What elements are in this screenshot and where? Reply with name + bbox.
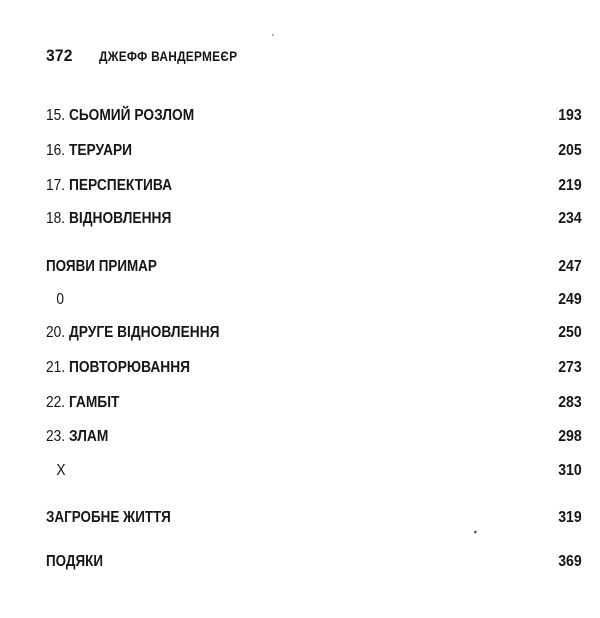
toc-entry-title: ГАМБІТ xyxy=(68,394,120,411)
toc-entry-page: 369 xyxy=(558,553,582,570)
toc-entry-x xyxy=(46,460,582,482)
toc-part-heading xyxy=(46,256,582,278)
toc-entry-number: 21. xyxy=(46,359,66,376)
toc-entry-title: ДРУГЕ ВІДНОВЛЕННЯ xyxy=(68,324,220,341)
page-number: 372 xyxy=(46,46,73,65)
toc-entry-page: 283 xyxy=(558,394,582,411)
toc-part-title: ПОЯВИ ПРИМАР xyxy=(46,258,157,275)
toc-entry-page: 247 xyxy=(558,258,582,275)
toc-entry-title: ВІДНОВЛЕННЯ xyxy=(68,210,172,227)
toc-part-title: ЗАГРОБНЕ ЖИТТЯ xyxy=(46,509,171,526)
toc-entry-page: 319 xyxy=(558,509,582,526)
toc-entry-number: 15. xyxy=(46,107,66,124)
toc-entry-15 xyxy=(46,105,582,127)
toc-entry-number: 22. xyxy=(46,394,66,411)
toc-entry-title: ПОВТОРЮВАННЯ xyxy=(68,359,191,376)
toc-entry-title: СЬОМИЙ РОЗЛОМ xyxy=(68,107,195,124)
toc-entry-zero xyxy=(46,289,582,311)
toc-entry-page: 273 xyxy=(558,359,582,376)
running-head xyxy=(46,46,256,66)
toc-entry-title: 0 xyxy=(56,291,64,308)
toc-entry-23 xyxy=(46,426,582,448)
toc-entry-number: 16. xyxy=(46,142,66,159)
toc-entry-page: 193 xyxy=(558,107,582,124)
toc-entry-22 xyxy=(46,392,582,414)
toc-entry-page: 298 xyxy=(558,428,582,445)
toc-entry-page: 205 xyxy=(558,142,582,159)
toc-entry-title: Х xyxy=(56,462,66,479)
toc-part-heading xyxy=(46,507,582,529)
toc-entry-18 xyxy=(46,208,582,230)
toc-entry-20 xyxy=(46,322,582,344)
toc-entry-number: 23. xyxy=(46,428,66,445)
toc-part-title: ПОДЯКИ xyxy=(46,553,104,570)
paper-speck xyxy=(474,530,478,533)
toc-entry-number: 18. xyxy=(46,210,66,227)
toc-entry-page: 234 xyxy=(558,210,582,227)
toc-entry-21 xyxy=(46,357,582,379)
toc-entry-page: 250 xyxy=(558,324,582,341)
toc-entry-title: ЗЛАМ xyxy=(68,428,109,445)
toc-entry-title: ТЕРУАРИ xyxy=(68,142,133,159)
paper-speck xyxy=(272,34,274,36)
toc-entry-title: ПЕРСПЕКТИВА xyxy=(68,177,173,194)
toc-acknowledgements xyxy=(46,551,582,573)
toc-entry-page: 219 xyxy=(558,177,582,194)
author-name: ДЖЕФФ ВАНДЕРМЕЄР xyxy=(98,49,238,64)
toc-entry-17 xyxy=(46,175,582,197)
toc-entry-page: 249 xyxy=(558,291,582,308)
toc-entry-number: 20. xyxy=(46,324,66,341)
toc-entry-number: 17. xyxy=(46,177,66,194)
toc-entry-16 xyxy=(46,140,582,162)
toc-entry-page: 310 xyxy=(558,462,582,479)
